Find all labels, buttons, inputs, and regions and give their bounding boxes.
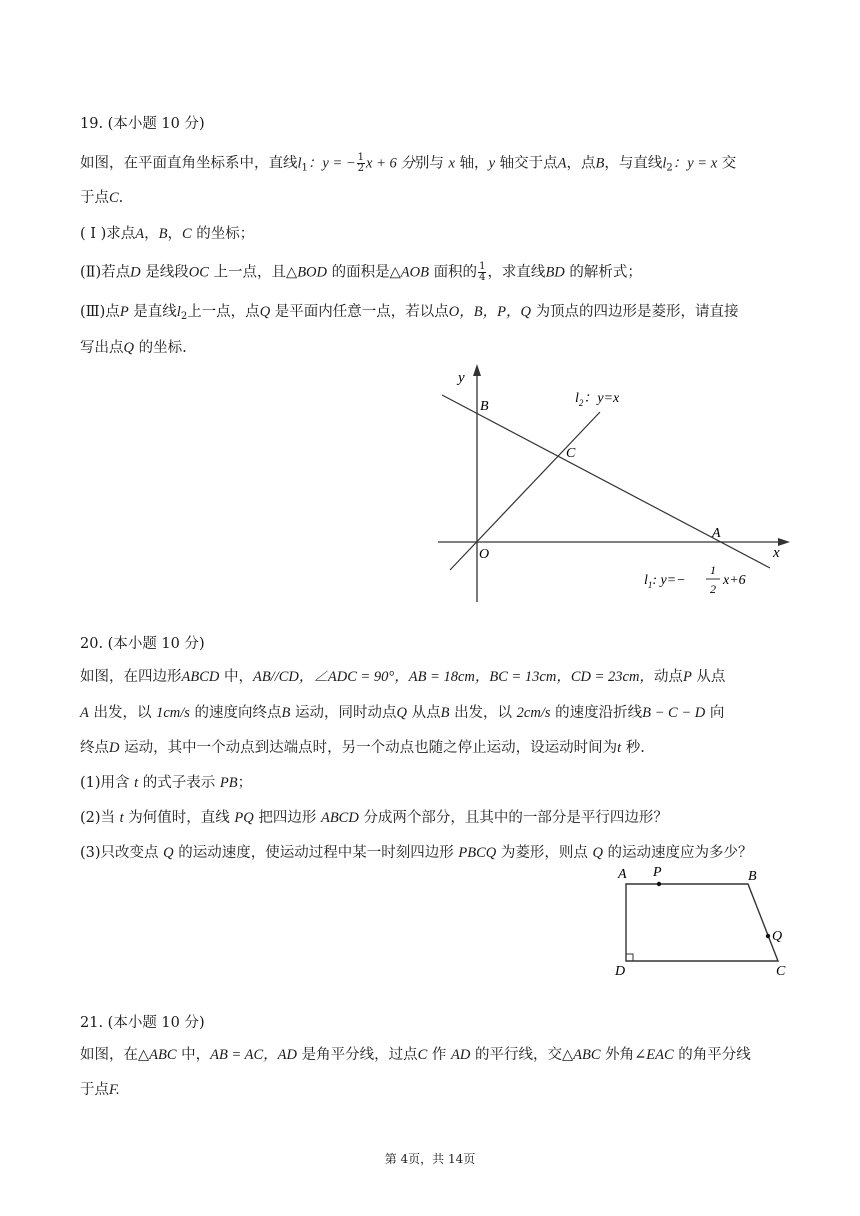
l1-frac-den: 2 (710, 582, 716, 596)
right-angle-mark (626, 954, 633, 961)
q21-text-line1: 如图，在△ABC 中，AB = AC，AD 是角平分线，过点C 作 AD 的平行线，交△ABC 外角∠EAC 的角平分线 (80, 1047, 751, 1063)
quadrilateral-ABCD (626, 884, 778, 961)
q19-text-line1: 如图，在平面直角坐标系中，直线$l_1$：y = − $\frac{1}{2}$ x + 6 分别与 x 轴，y 轴交于点A，点B，与直线$l_2$：y = x 交 (80, 152, 737, 174)
q20-part3: (3)只改变点 Q 的运动速度，使运动过程中某一时刻四边形 PBCQ 为菱形，则点 Q 的运动速度应为多少？ (80, 845, 753, 861)
page-footer: 第 4页，共 14页 (384, 1152, 476, 1166)
label-O: O (479, 547, 490, 562)
label-C: C (566, 446, 576, 461)
q20-text-line1: 如图，在四边形ABCD 中，AB//CD，∠ADC = 90°，AB = 18cm，BC = 13cm，CD = 23cm，动点P 从点 (80, 669, 726, 685)
label-D: D (615, 964, 626, 979)
point-P (657, 882, 661, 886)
point-Q (766, 934, 770, 938)
q19-text-line2: 于点C. (80, 190, 124, 206)
q20-header: 20. (本小题 10 分) (80, 636, 205, 652)
label-A: A (712, 526, 721, 541)
label-B: B (748, 869, 757, 884)
label-Q: Q (772, 929, 783, 944)
label-C: C (776, 964, 786, 979)
l1-frac-num: 1 (710, 563, 716, 577)
label-l2: $l_2$：y=x (575, 391, 620, 408)
line-l2 (450, 412, 600, 570)
q20-text-line2: A 出发，以 1cm/s 的速度向终点B 运动，同时动点Q 从点B 出发，以 2cm/s 的速度沿折线B − C − D 向 (80, 705, 725, 721)
q21-header: 21. (本小题 10 分) (80, 1015, 205, 1031)
q19-coordinate-figure (430, 360, 800, 610)
q19-part1: ( Ⅰ )求点A，B，C 的坐标； (80, 226, 255, 242)
x-axis-arrow (778, 538, 790, 546)
label-P: P (653, 865, 662, 880)
y-axis-arrow (473, 364, 481, 376)
q20-part2: (2)当 t 为何值时，直线 PQ 把四边形 ABCD 分成两个部分，且其中的一部分是平行四边形？ (80, 810, 668, 826)
label-l1: $l_1$: y=− (644, 573, 686, 590)
q19-part3-line1: (Ⅲ)点P 是直线$l_2$上一点，点Q 是平面内任意一点，若以点O，B，P，Q 为顶点的四边形是菱形，请直接 (80, 304, 739, 322)
q20-part1: (1)用含 t 的式子表示 PB； (80, 775, 253, 791)
label-A: A (618, 867, 627, 882)
q20-text-line3: 终点D 运动，其中一个动点到达端点时，另一个动点也随之停止运动，设运动时间为t 秒. (80, 740, 645, 756)
l1-eq-rest: x+6 (723, 573, 746, 588)
q19-header: 19. (本小题 10 分) (80, 116, 205, 132)
label-B: B (480, 399, 489, 414)
label-y: y (458, 370, 465, 386)
q21-text-line2: 于点F. (80, 1082, 120, 1098)
label-x: x (773, 545, 780, 561)
q19-part3-line2: 写出点Q 的坐标. (80, 340, 187, 356)
q19-part2: (Ⅱ)若点D 是线段OC 上一点，且△BOD 的面积是△AOB 面积的 $\frac{1}{4}$ ，求直线BD 的解析式； (80, 261, 642, 283)
q20-quadrilateral-figure (610, 862, 800, 982)
